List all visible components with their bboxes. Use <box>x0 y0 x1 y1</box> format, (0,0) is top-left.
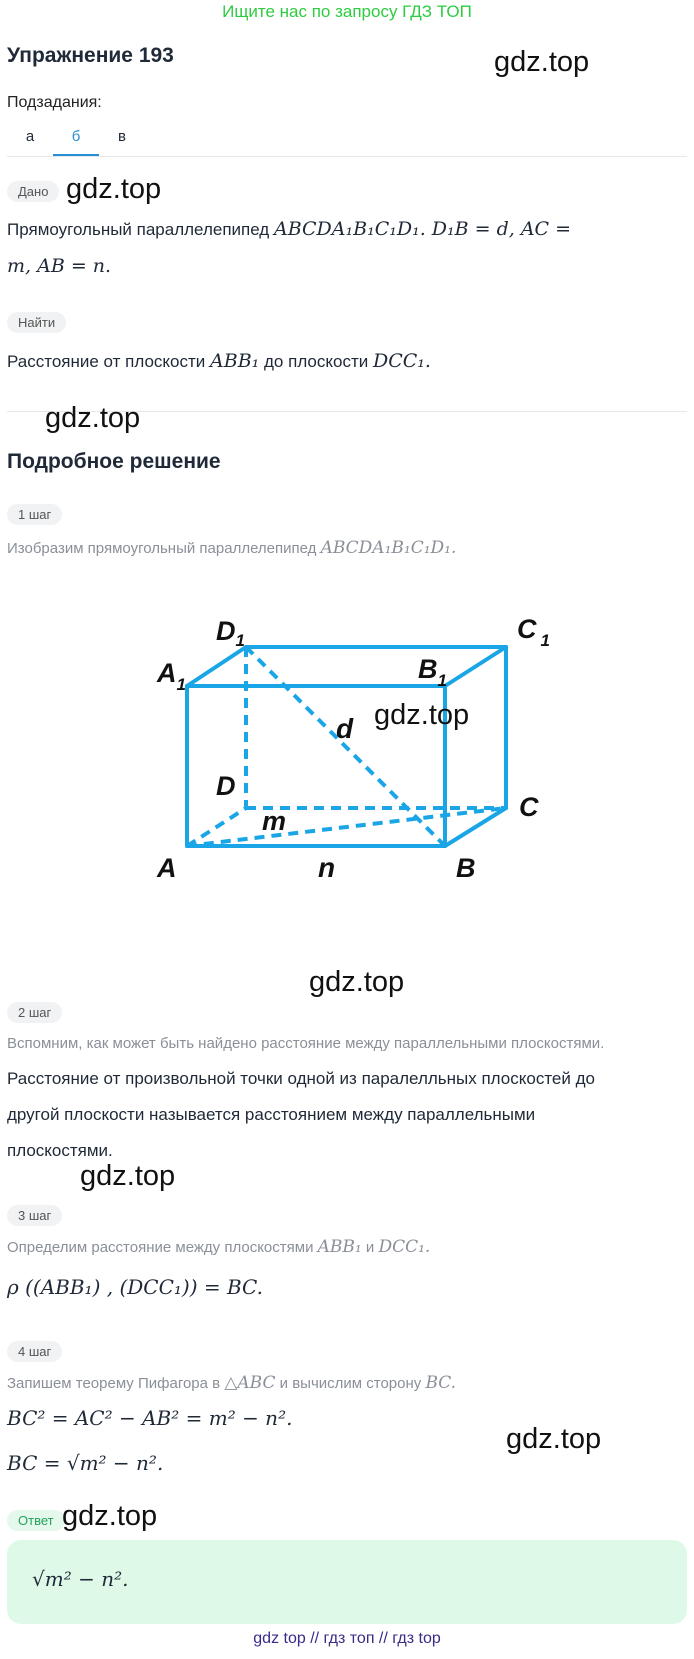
answer-math: √m² − n². <box>32 1567 129 1591</box>
step-3-and: и <box>365 1239 375 1256</box>
label-A: A <box>157 853 177 883</box>
watermark: gdz.top <box>80 1160 176 1192</box>
step-1-text <box>7 538 456 558</box>
step-2-line-2: другой плоскости называется расстоянием между параллельными <box>7 1105 536 1124</box>
parallelepiped-figure <box>0 590 694 910</box>
given-math-1: ABCDA₁B₁C₁D₁. D₁B = d, AC = <box>273 218 572 240</box>
watermark: gdz.top <box>45 402 141 434</box>
edge-a-d-hidden <box>187 808 246 846</box>
answer-pill: Ответ <box>7 1510 65 1531</box>
label-m: m <box>262 806 287 836</box>
step-4-text <box>7 1373 456 1393</box>
find-math-b: DCC₁. <box>372 350 431 372</box>
label-n: n <box>318 852 336 883</box>
watermark: gdz.top <box>66 173 162 205</box>
step-3-math-a: ABB₁ <box>317 1237 362 1257</box>
label-a1: $A_1$ <box>157 658 186 694</box>
page-title: Упражнение 193 <box>7 44 174 67</box>
subtasks-label: Подзадания: <box>7 94 102 111</box>
find-label-b: до плоскости <box>264 352 369 371</box>
step-2-line-3: плоскостями. <box>7 1141 113 1160</box>
find-math-a: ABB₁ <box>210 350 260 372</box>
watermark: gdz.top <box>374 699 470 731</box>
edge-a1-d1 <box>187 647 246 686</box>
label-D: D <box>216 771 236 801</box>
label-b1: $B_1$ <box>418 654 447 690</box>
step-4-formula-1: BC² = AC² − AB² = m² − n². <box>7 1406 293 1430</box>
label-B: B <box>456 853 476 883</box>
step-3-pill: 3 шаг <box>7 1205 62 1226</box>
watermark: gdz.top <box>62 1500 158 1532</box>
footer-links[interactable]: gdz top // гдз топ // гдз top <box>253 1630 441 1647</box>
step-3-text <box>7 1237 430 1257</box>
step-4-math-a: △ABC <box>224 1373 276 1393</box>
step-1-label: Изобразим прямоугольный параллелепипед <box>7 540 317 557</box>
edge-b-c <box>445 808 506 846</box>
step-4-formula-2: BC = √m² − n². <box>7 1451 164 1475</box>
step-2-body <box>7 1061 687 1169</box>
find-pill: Найти <box>7 312 66 333</box>
step-3-formula: ρ ((ABB₁) , (DCC₁)) = BC. <box>7 1275 264 1299</box>
label-d: d <box>336 713 354 744</box>
step-4-label-b: и вычислим сторону <box>279 1375 422 1392</box>
given-label: Прямоугольный параллелепипед <box>7 220 270 239</box>
step-2-pill: 2 шаг <box>7 1002 62 1023</box>
label-c1: C $_1$ <box>517 614 550 650</box>
given-text <box>7 211 687 285</box>
watermark: gdz.top <box>494 46 590 78</box>
label-d1: $D_1$ <box>216 616 245 650</box>
step-3-math-b: DCC₁. <box>378 1237 431 1257</box>
edge-b1-c1 <box>445 647 506 686</box>
subtask-tabs <box>7 120 145 156</box>
tab-a[interactable]: а <box>25 128 35 145</box>
watermark: gdz.top <box>506 1423 602 1455</box>
find-text <box>7 343 687 380</box>
watermark: gdz.top <box>309 966 405 998</box>
step-3-label: Определим расстояние между плоскостями <box>7 1239 314 1256</box>
solution-title: Подробное решение <box>7 450 221 473</box>
step-1-math: ABCDA₁B₁C₁D₁. <box>320 538 457 558</box>
tab-v[interactable]: в <box>118 128 126 145</box>
search-banner: Ищите нас по запросу ГДЗ ТОП <box>222 2 472 21</box>
step-2-text: Вспомним, как может быть найдено расстояние между параллельными плоскостями. <box>7 1035 605 1052</box>
given-pill: Дано <box>7 181 59 202</box>
given-math-2: m, AB = n. <box>7 255 112 277</box>
label-C: C <box>519 792 539 822</box>
find-label-a: Расстояние от плоскости <box>7 352 206 371</box>
step-1-pill: 1 шаг <box>7 504 62 525</box>
step-4-math-b: BC. <box>425 1373 457 1393</box>
tab-b[interactable]: б <box>53 120 99 156</box>
step-4-pill: 4 шаг <box>7 1341 62 1362</box>
step-2-line-1: Расстояние от произвольной точки одной из паралелльных плоскостей до <box>7 1069 595 1088</box>
step-4-label-a: Запишем теорему Пифагора в <box>7 1375 221 1392</box>
divider <box>7 156 687 157</box>
